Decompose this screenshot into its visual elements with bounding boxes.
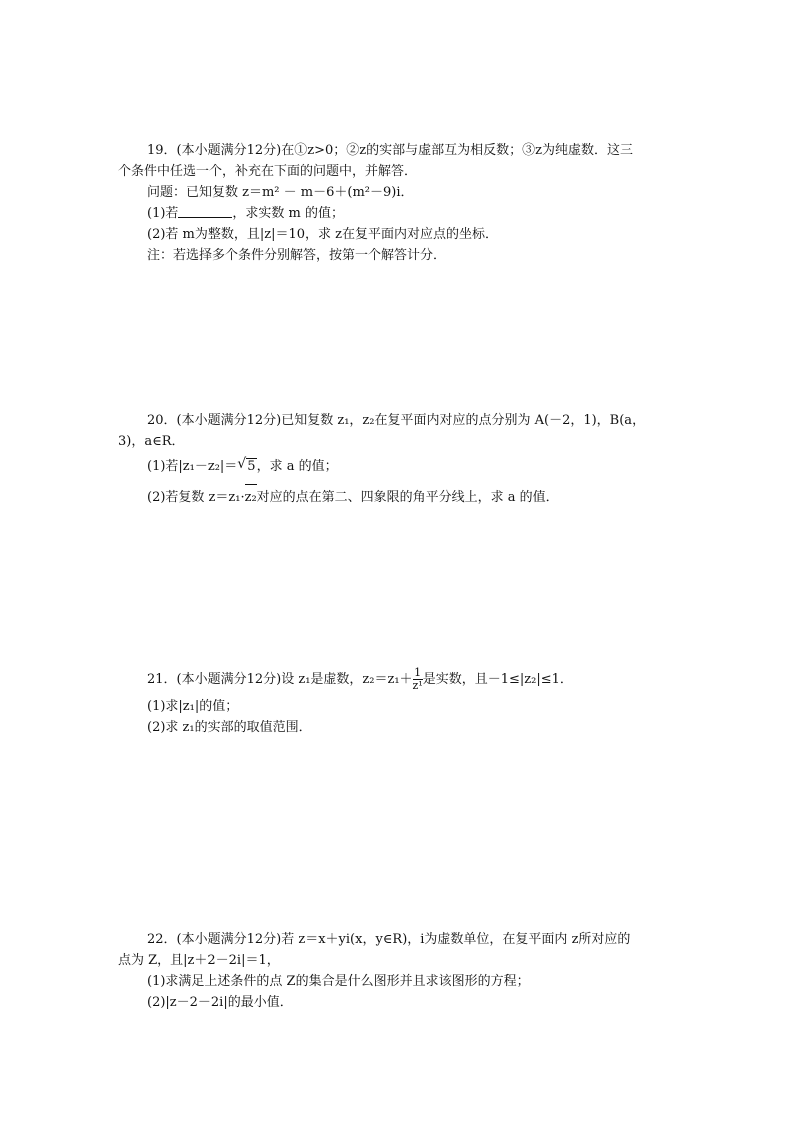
problem-21-stem-suffix: 是实数，且－1≤|z₂|≤1． [422,672,573,687]
problem-19 [118,140,678,266]
problem-19-line-2: 个条件中任选一个，补充在下面的问题中，并解答． [118,164,418,179]
problem-20-part2-suffix: 对应的点在第二、四象限的角平分线上，求 a 的值． [256,490,559,505]
problem-19-line-5: (2)若 m为整数，且|z|＝10，求 z在复平面内对应点的坐标． [147,227,499,242]
problem-19-line-4 [118,203,678,224]
problem-22-line-2: 点为 Z，且|z＋2－2i|＝1， [118,953,280,968]
square-root [237,456,256,477]
problem-21-line-3: (2)求 z₁的实部的取值范围． [147,720,312,735]
conjugate-z2 [245,487,257,508]
problem-19-line-1: 19．(本小题满分12分)在①z>0；②z的实部与虚部互为相反数；③z为纯虚数．这三 [147,143,633,158]
radical-sign: √ [237,456,247,472]
problem-20-line-1: 20．(本小题满分12分)已知复数 z₁，z₂在复平面内对应的点分别为 A(－2，1)，B(a， [147,413,646,428]
problem-21-stem-prefix: 21．(本小题满分12分)设 z₁是虚数，z₂＝z₁＋ [147,672,413,687]
conjugate-bar [245,484,257,485]
problem-19-part1-suffix: ，求实数 m 的值； [232,206,345,221]
problem-21-line-2: (1)求|z₁|的值； [147,699,239,714]
fraction-denominator: z¹ [412,679,423,692]
fraction [413,667,423,692]
problem-20-line-3 [118,456,678,477]
problem-21 [118,667,678,738]
problem-20-part1-prefix: (1)若|z₁－z₂|＝ [147,459,238,474]
problem-20-line-2: 3)，a∈R． [118,434,185,449]
problem-20-line-4 [118,487,678,508]
conjugate-z2-text: z₂ [244,490,257,505]
problem-20-part2-prefix: (2)若复数 z＝z₁· [147,490,245,505]
problem-22-line-3: (1)求满足上述条件的点 Z的集合是什么图形并且求该图形的方程； [147,974,530,989]
problem-22-line-4: (2)|z－2－2i|的最小值． [147,995,293,1010]
problem-19-part1-prefix: (1)若 [147,206,179,221]
problem-19-line-6: 注：若选择多个条件分别解答，按第一个解答计分． [147,248,447,263]
fill-in-blank [178,205,232,218]
fraction-numerator: 1 [414,666,422,679]
problem-22 [118,929,678,1013]
problem-20-part1-suffix: ，求 a 的值； [256,459,338,474]
problem-19-line-3: 问题：已知复数 z＝m² － m－6＋(m²－9)i． [147,185,414,200]
problem-22-line-1: 22．(本小题满分12分)若 z＝x＋yi(x，y∈R)，i为虚数单位，在复平面内 z所对应的 [147,932,631,947]
problem-21-line-1 [118,667,678,692]
radicand: 5 [247,459,256,474]
problem-20 [118,410,678,508]
